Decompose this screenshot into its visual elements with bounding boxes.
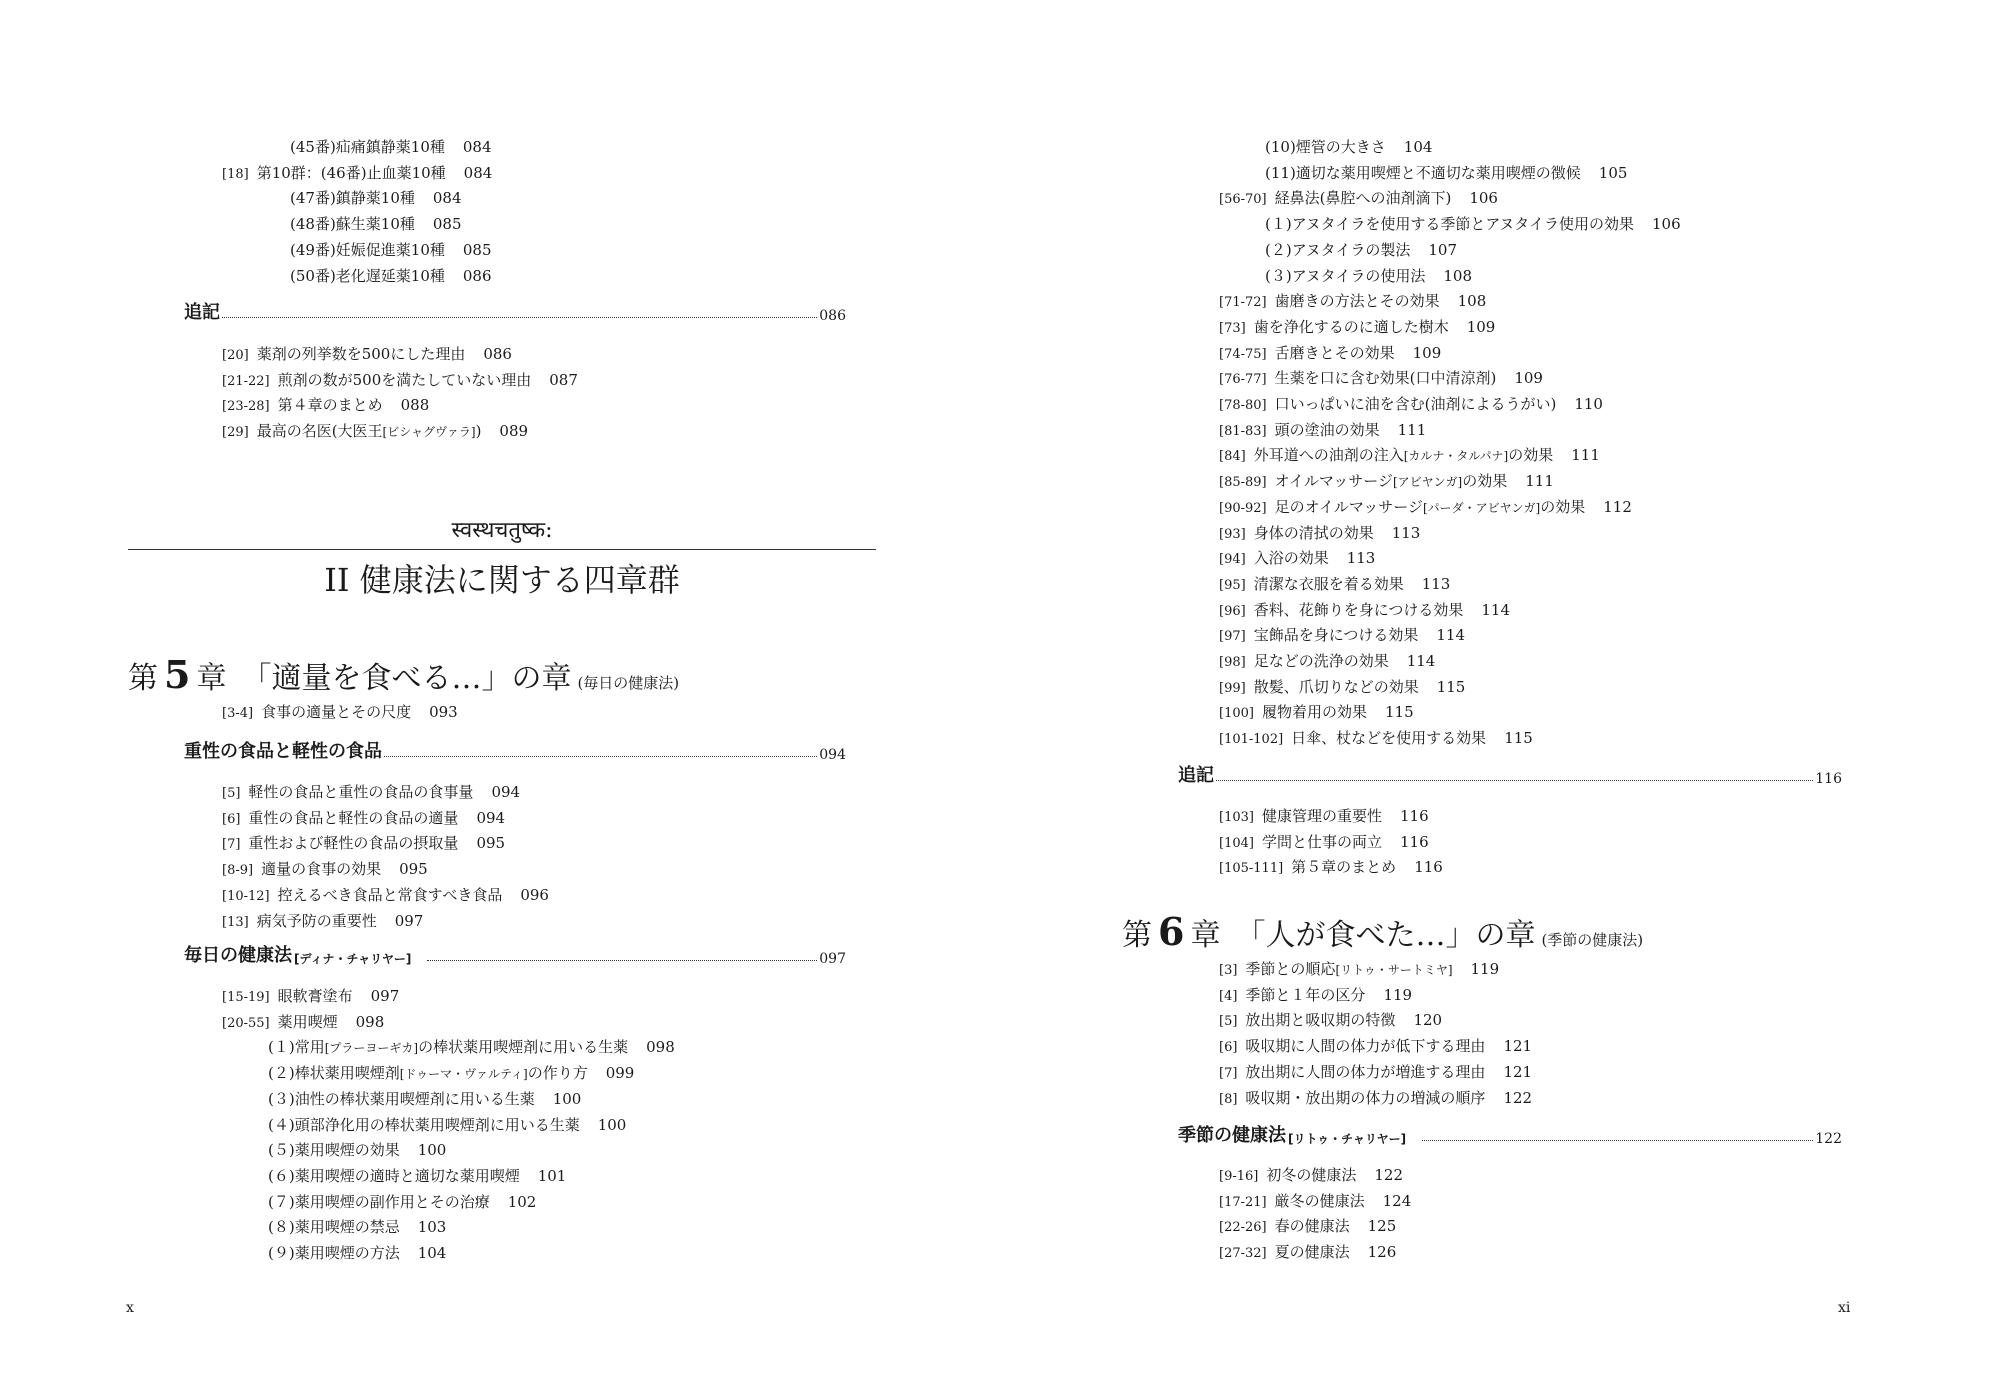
entry-title: 季節との順応 [1245, 960, 1336, 978]
entry-title: 散髪、爪切りなどの効果 [1253, 677, 1419, 696]
part-sanskrit-title: स्वस्थचतुष्क: [451, 518, 553, 543]
toc-entry [1219, 702, 1414, 724]
entry-verse-number: [20-55] [222, 1015, 270, 1031]
toc-entry [268, 1192, 536, 1212]
entry-page-number: 124 [1382, 1191, 1412, 1210]
entry-title: 重性の食品と軽性の食品の適量 [248, 808, 459, 827]
toc-entry [268, 1089, 581, 1109]
toc-entry [1219, 317, 1495, 339]
entry-reading: [プラーヨーギカ] [324, 1041, 419, 1056]
entry-title: 適量の食事の効果 [261, 860, 382, 879]
entry-page-number: 113 [1421, 574, 1451, 593]
toc-entry [1219, 651, 1435, 673]
toc-entry [1219, 1216, 1396, 1238]
entry-verse-number: [71-72] [1219, 295, 1267, 311]
entry-title: 控えるべき食品と常食すべき食品 [277, 885, 503, 904]
entry-verse-number: [78-80] [1219, 398, 1267, 413]
entry-title: 学問と仕事の両立 [1261, 832, 1382, 851]
toc-entry [222, 702, 458, 724]
entry-page-number: 112 [1603, 497, 1632, 516]
entry-page-number: 100 [597, 1115, 627, 1134]
entry-verse-number: [3] [1219, 963, 1238, 978]
section-page-number: 116 [1815, 771, 1842, 787]
entry-page-number: 115 [1384, 703, 1414, 722]
entry-title: (９)薬用喫煙の方法 [268, 1244, 400, 1262]
entry-title: 宝飾品を身につける効果 [1253, 626, 1419, 645]
entry-title: 履物着用の効果 [1261, 703, 1367, 722]
entry-page-number: 122 [1374, 1166, 1404, 1184]
entry-page-number: 099 [605, 1064, 635, 1083]
entry-verse-number: [95] [1219, 577, 1246, 593]
section-reading: [リトゥ・チャリヤー] [1288, 1132, 1407, 1146]
toc-entry [1219, 832, 1429, 854]
leader-dots [222, 317, 817, 318]
entry-title: (２)棒状薬用喫煙剤 [268, 1064, 400, 1083]
toc-entry [290, 214, 462, 234]
entry-page-number: 126 [1367, 1243, 1397, 1262]
entry-page-number: 106 [1652, 215, 1681, 234]
chapter-6-heading [1122, 909, 1644, 960]
entry-verse-number: [8-9] [222, 863, 254, 879]
entry-page-number: 116 [1399, 807, 1429, 825]
entry-page-number: 088 [400, 396, 430, 415]
entry-title: 煎剤の数が500を満たしていない理由 [277, 370, 532, 389]
entry-verse-number: [99] [1219, 680, 1246, 696]
section-heading [184, 943, 846, 967]
entry-title: 入浴の効果 [1253, 549, 1329, 568]
toc-entry [1219, 1191, 1411, 1213]
entry-title: 足のオイルマッサージ [1274, 497, 1423, 516]
page-folio-right: xi [1838, 1300, 1851, 1316]
entry-reading: [ドゥーマ・ヴァルティ] [399, 1067, 528, 1082]
entry-title: 経鼻法(鼻腔への油剤滴下) [1274, 189, 1452, 208]
entry-title: (１)アヌタイラを使用する季節とアヌタイラ使用の効果 [1265, 215, 1635, 234]
toc-entry [1219, 497, 1632, 519]
entry-page-number: 100 [417, 1141, 447, 1160]
entry-verse-number: [5] [1219, 1014, 1238, 1030]
entry-page-number: 100 [552, 1089, 582, 1108]
toc-entry [1219, 1088, 1532, 1110]
entry-verse-number: [4] [1219, 988, 1238, 1004]
entry-page-number: 104 [417, 1244, 447, 1262]
entry-verse-number: [104] [1219, 835, 1254, 851]
entry-verse-number: [5] [222, 786, 241, 801]
entry-page-number: 101 [537, 1166, 567, 1185]
entry-title: 初冬の健康法 [1266, 1166, 1357, 1184]
entry-title: 生薬を口に含む効果(口中清涼剤) [1274, 369, 1497, 388]
entry-verse-number: [27-32] [1219, 1246, 1267, 1262]
entry-title: 春の健康法 [1274, 1217, 1350, 1236]
entry-title: (３)油性の棒状薬用喫煙剤に用いる生薬 [268, 1089, 535, 1108]
entry-title: 外耳道への油剤の注入 [1253, 446, 1404, 465]
entry-verse-number: [97] [1219, 629, 1246, 645]
entry-title: (49番)妊娠促進薬10種 [290, 240, 445, 259]
toc-entry [1265, 240, 1457, 260]
entry-page-number: 097 [394, 911, 424, 930]
entry-page-number: 121 [1503, 1062, 1533, 1081]
entry-title: (50番)老化遅延薬10種 [290, 266, 445, 285]
section-page-number: 094 [819, 747, 846, 763]
toc-entry [1265, 214, 1681, 234]
entry-verse-number: [98] [1219, 655, 1246, 670]
entry-reading: [カルナ・タルパナ] [1403, 449, 1509, 464]
entry-page-number: 097 [370, 987, 400, 1005]
entry-page-number: 110 [1574, 395, 1603, 413]
entry-page-number: 111 [1397, 420, 1427, 439]
toc-entry [290, 137, 492, 157]
entry-title: (47番)鎮静薬10種 [290, 189, 415, 208]
toc-entry [222, 986, 399, 1008]
entry-page-number: 109 [1514, 369, 1543, 388]
toc-entry [1219, 728, 1533, 750]
entry-page-number: 096 [520, 885, 549, 904]
chapter-number: 6 [1158, 909, 1185, 954]
entry-title: 第10群：(46番)止血薬10種 [256, 163, 446, 182]
entry-verse-number: [94] [1219, 552, 1246, 568]
section-page-number: 122 [1815, 1131, 1842, 1147]
toc-entry [1219, 1010, 1442, 1032]
entry-page-number: 115 [1504, 729, 1533, 748]
entry-verse-number: [103] [1219, 810, 1254, 825]
section-page-number: 097 [819, 951, 846, 967]
toc-entry [1219, 548, 1375, 570]
entry-verse-number: [22-26] [1219, 1220, 1267, 1236]
toc-entry [1219, 471, 1554, 493]
entry-verse-number: [3-4] [222, 706, 254, 721]
toc-entry [1219, 677, 1465, 699]
entry-page-number: 084 [462, 138, 492, 156]
entry-verse-number: [18] [222, 166, 249, 182]
entry-title: (45番)疝痛鎮静薬10種 [290, 138, 445, 156]
entry-page-number: 119 [1470, 960, 1500, 978]
entry-page-number: 086 [462, 266, 492, 285]
toc-entry [222, 808, 505, 830]
entry-title-tail: の棒状薬用喫煙剤に用いる生薬 [418, 1038, 629, 1057]
entry-title: 頭の塗油の効果 [1274, 420, 1380, 439]
page-folio-left: x [126, 1300, 134, 1316]
entry-title: 病気予防の重要性 [256, 911, 377, 930]
entry-verse-number: [56-70] [1219, 192, 1267, 208]
entry-title: 軽性の食品と重性の食品の食事量 [248, 783, 474, 801]
chapter-title: 章 「適量を食べる…」の章 [196, 661, 572, 696]
entry-page-number: 102 [507, 1192, 537, 1211]
toc-entry [1219, 291, 1486, 313]
entry-page-number: 108 [1443, 266, 1472, 285]
toc-entry [1219, 806, 1429, 828]
entry-title-tail: の効果 [1508, 446, 1554, 465]
entry-page-number: 094 [476, 808, 506, 827]
entry-title: 第５章のまとめ [1291, 858, 1397, 877]
toc-entry [1265, 163, 1627, 183]
entry-page-number: 089 [499, 422, 529, 441]
entry-page-number: 116 [1399, 832, 1429, 851]
entry-title: 口いっぱいに油を含む(油剤によるうがい) [1274, 395, 1557, 413]
toc-entry [1265, 266, 1472, 286]
toc-entry [1219, 420, 1426, 442]
entry-verse-number: [84] [1219, 449, 1246, 465]
entry-verse-number: [7] [1219, 1065, 1238, 1081]
toc-entry [222, 163, 492, 185]
toc-entry [1219, 1165, 1403, 1187]
toc-entry [1219, 1062, 1532, 1084]
toc-entry [1219, 394, 1603, 416]
toc-entry [1219, 445, 1600, 467]
toc-entry [222, 1012, 384, 1034]
entry-verse-number: [29] [222, 425, 249, 441]
entry-page-number: 113 [1346, 549, 1376, 568]
entry-page-number: 084 [463, 163, 493, 182]
toc-entry [222, 911, 423, 933]
entry-verse-number: [85-89] [1219, 475, 1267, 491]
toc-entry [1219, 959, 1499, 981]
section-page-number: 086 [819, 308, 846, 324]
entry-verse-number: [93] [1219, 526, 1246, 542]
entry-verse-number: [15-19] [222, 990, 270, 1005]
toc-entry [222, 859, 428, 881]
entry-title: 清潔な衣服を着る効果 [1253, 574, 1404, 593]
chapter-5-heading [128, 652, 680, 703]
toc-entry [222, 782, 520, 804]
leader-dots [384, 756, 817, 757]
toc-entry [1219, 523, 1420, 545]
entry-title: 夏の健康法 [1274, 1243, 1350, 1262]
entry-verse-number: [105-111] [1219, 861, 1284, 877]
entry-page-number: 109 [1466, 317, 1496, 336]
entry-page-number: 120 [1413, 1011, 1443, 1030]
toc-entry [1219, 188, 1498, 210]
entry-title: 身体の清拭の効果 [1253, 523, 1374, 542]
section-heading [1178, 763, 1842, 787]
toc-entry [1219, 985, 1412, 1007]
entry-page-number: 087 [549, 370, 578, 389]
leader-dots [1422, 1140, 1813, 1141]
entry-title: 健康管理の重要性 [1261, 807, 1382, 825]
toc-entry [268, 1166, 566, 1186]
entry-page-number: 114 [1436, 626, 1466, 645]
entry-verse-number: [21-22] [222, 373, 270, 389]
chapter-subtitle: (季節の健康法) [1541, 931, 1644, 949]
entry-page-number: 116 [1414, 858, 1443, 877]
entry-verse-number: [81-83] [1219, 423, 1267, 439]
toc-entry [1265, 137, 1432, 157]
entry-title: (３)アヌタイラの使用法 [1265, 266, 1426, 285]
toc-entry [1219, 368, 1543, 390]
entry-title: 歯磨きの方法とその効果 [1274, 292, 1440, 311]
entry-title: オイルマッサージ [1274, 472, 1393, 491]
entry-verse-number: [7] [222, 837, 241, 853]
entry-verse-number: [73] [1219, 320, 1246, 336]
entry-page-number: 084 [432, 189, 462, 208]
entry-page-number: 111 [1571, 446, 1600, 465]
entry-page-number: 108 [1457, 292, 1487, 311]
entry-title: 足などの洗浄の効果 [1253, 652, 1389, 670]
entry-title: 厳冬の健康法 [1274, 1191, 1365, 1210]
section-heading [184, 739, 846, 763]
leader-dots [427, 960, 817, 961]
section-title: 追記 [184, 302, 220, 323]
entry-page-number: 095 [476, 834, 506, 853]
entry-verse-number: [101-102] [1219, 732, 1284, 748]
chapter-prefix: 第 [1122, 918, 1152, 953]
entry-verse-number: [10-12] [222, 888, 270, 904]
entry-title: 歯を浄化するのに適した樹木 [1253, 317, 1449, 336]
toc-entry [222, 833, 505, 855]
entry-title: 放出期と吸収期の特徴 [1245, 1011, 1396, 1030]
toc-entry [1219, 574, 1450, 596]
entry-title: 香料、花飾りを身につける効果 [1253, 600, 1464, 619]
chapter-number: 5 [164, 652, 191, 697]
entry-page-number: 085 [462, 240, 492, 259]
entry-title: 薬剤の列挙数を500にした理由 [256, 345, 466, 363]
section-title: 追記 [1178, 765, 1214, 786]
entry-verse-number: [20] [222, 348, 249, 363]
entry-page-number: 105 [1598, 163, 1628, 182]
entry-title: 食事の適量とその尺度 [261, 703, 412, 721]
toc-entry [222, 395, 429, 417]
entry-title-tail: の作り方 [527, 1064, 588, 1083]
entry-verse-number: [13] [222, 914, 249, 930]
toc-entry [268, 1217, 446, 1237]
toc-entry [268, 1063, 634, 1084]
section-heading [184, 300, 846, 324]
entry-page-number: 085 [432, 215, 462, 234]
entry-verse-number: [6] [1219, 1040, 1238, 1056]
toc-entry [1219, 1036, 1532, 1058]
entry-title: 吸収期に人間の体力が低下する理由 [1245, 1037, 1486, 1056]
leader-dots [1216, 780, 1813, 781]
toc-entry [222, 885, 549, 907]
entry-reading: [リトゥ・サートミヤ] [1335, 963, 1453, 977]
entry-page-number: 086 [483, 345, 512, 363]
section-title: 重性の食品と軽性の食品 [184, 741, 382, 762]
toc-entry [268, 1140, 446, 1160]
entry-page-number: 093 [429, 703, 458, 721]
chapter-title: 章 「人が食べた…」の章 [1190, 918, 1536, 953]
entry-verse-number: [100] [1219, 706, 1254, 722]
entry-reading: [ビシャグヴァラ] [382, 425, 476, 440]
entry-verse-number: [90-92] [1219, 500, 1267, 516]
entry-page-number: 114 [1406, 652, 1436, 670]
entry-title: 第４章のまとめ [277, 396, 383, 415]
entry-page-number: 119 [1383, 985, 1413, 1004]
section-heading [1178, 1123, 1842, 1147]
entry-title: 日傘、杖などを使用する効果 [1291, 729, 1487, 748]
entry-title: 最高の名医(大医王 [256, 422, 383, 441]
entry-verse-number: [23-28] [222, 399, 270, 415]
entry-page-number: 115 [1436, 677, 1466, 696]
entry-page-number: 106 [1469, 189, 1498, 208]
entry-page-number: 095 [399, 860, 428, 879]
entry-title: (５)薬用喫煙の効果 [268, 1141, 400, 1160]
entry-title: (48番)蘇生薬10種 [290, 215, 415, 234]
entry-page-number: 125 [1367, 1217, 1397, 1236]
section-title: 季節の健康法 [1178, 1125, 1286, 1146]
toc-entry [268, 1037, 675, 1058]
entry-verse-number: [9-16] [1219, 1169, 1259, 1184]
section-title: 毎日の健康法 [184, 945, 292, 966]
entry-page-number: 104 [1403, 138, 1433, 156]
entry-verse-number: [6] [222, 811, 241, 827]
entry-verse-number: [74-75] [1219, 346, 1267, 362]
entry-page-number: 122 [1503, 1088, 1533, 1107]
entry-title: 薬用喫煙 [277, 1012, 338, 1031]
chapter-subtitle: (毎日の健康法) [577, 674, 680, 692]
toc-entry [268, 1243, 446, 1263]
toc-entry [290, 240, 492, 260]
entry-verse-number: [17-21] [1219, 1194, 1267, 1210]
entry-page-number: 098 [646, 1038, 675, 1057]
entry-reading: [パーダ・アビヤンガ] [1422, 500, 1541, 515]
toc-entry [1219, 857, 1443, 879]
entry-title: 眼軟膏塗布 [277, 987, 353, 1005]
entry-title: 舌磨きとその効果 [1274, 343, 1395, 362]
entry-title-tail: の効果 [1540, 497, 1586, 516]
entry-title: (10)煙管の大きさ [1265, 138, 1386, 156]
toc-entry [222, 344, 512, 366]
toc-entry [268, 1115, 626, 1135]
entry-title: (11)適切な薬用喫煙と不適切な薬用喫煙の徴候 [1265, 163, 1581, 182]
toc-entry [290, 188, 462, 208]
toc-entry [222, 421, 528, 443]
toc-entry [222, 370, 578, 392]
entry-verse-number: [76-77] [1219, 372, 1267, 388]
entry-title: (４)頭部浄化用の棒状薬用喫煙剤に用いる生薬 [268, 1115, 580, 1134]
toc-entry [1219, 1242, 1396, 1264]
part-title: II 健康法に関する四章群 [324, 561, 680, 599]
entry-page-number: 103 [417, 1218, 447, 1237]
entry-title: 放出期に人間の体力が増進する理由 [1245, 1062, 1486, 1081]
entry-title: 季節と１年の区分 [1245, 985, 1366, 1004]
toc-entry [1219, 343, 1441, 365]
entry-title: 吸収期・放出期の体力の増減の順序 [1245, 1088, 1486, 1107]
entry-page-number: 111 [1525, 472, 1554, 491]
entry-page-number: 094 [491, 783, 521, 801]
entry-page-number: 114 [1481, 600, 1511, 619]
entry-title: (７)薬用喫煙の副作用とその治療 [268, 1192, 490, 1211]
entry-reading: [アビヤンガ] [1392, 475, 1463, 490]
entry-page-number: 098 [355, 1012, 385, 1031]
right-page [1000, 0, 2000, 1400]
entry-title: (８)薬用喫煙の禁忌 [268, 1218, 400, 1237]
entry-page-number: 121 [1503, 1037, 1533, 1056]
entry-page-number: 107 [1428, 240, 1457, 259]
entry-title: 重性および軽性の食品の摂取量 [248, 834, 459, 853]
entry-page-number: 109 [1412, 343, 1442, 362]
entry-page-number: 113 [1391, 523, 1421, 542]
entry-title-tail: ) [475, 422, 482, 441]
toc-entry [1219, 600, 1510, 622]
section-reading: [ディナ・チャリヤー] [294, 952, 412, 966]
entry-title: (６)薬用喫煙の適時と適切な薬用喫煙 [268, 1166, 520, 1185]
entry-verse-number: [96] [1219, 603, 1246, 619]
entry-title: (１)常用 [268, 1038, 325, 1057]
part-divider-rule [128, 549, 876, 550]
toc-entry [290, 266, 492, 286]
entry-title: (２)アヌタイラの製法 [1265, 240, 1411, 259]
entry-verse-number: [8] [1219, 1091, 1238, 1107]
entry-title-tail: の効果 [1462, 472, 1508, 491]
chapter-prefix: 第 [128, 661, 158, 696]
toc-entry [1219, 625, 1465, 647]
